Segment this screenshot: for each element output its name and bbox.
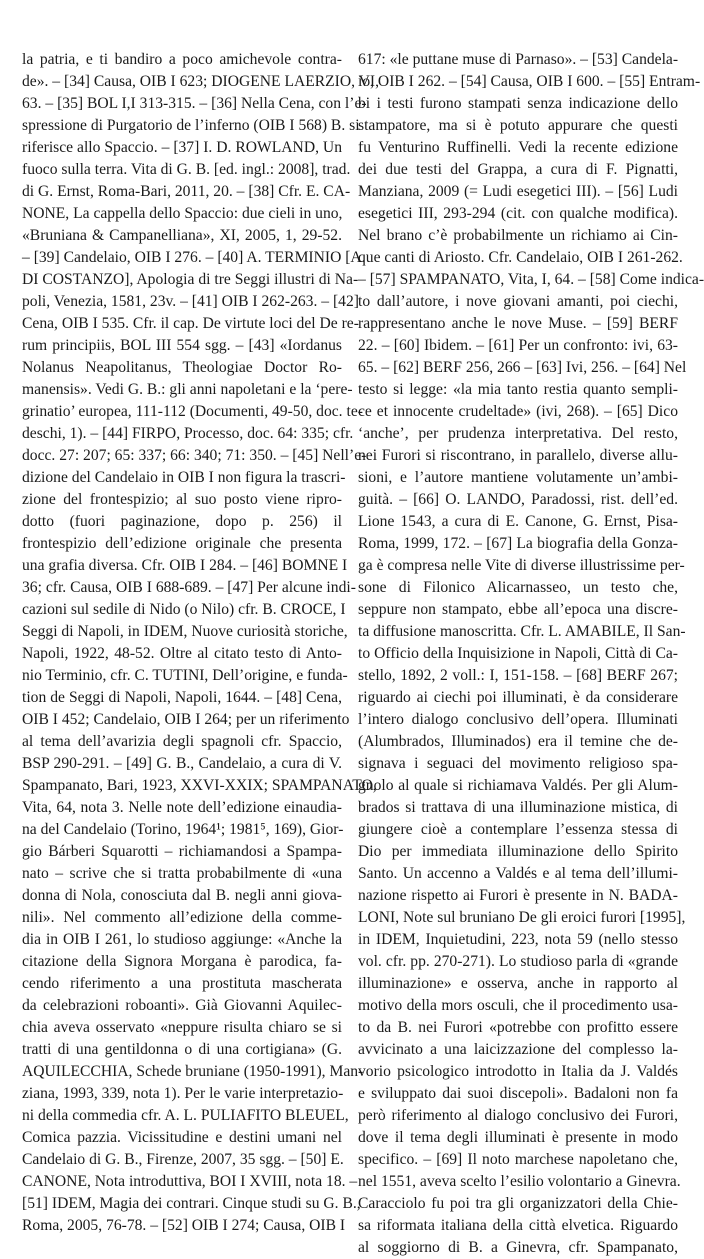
left-column-notes [22, 49, 380, 1237]
left-column-line: 36; cfr. Causa, OIB I 688-689. – [47] Per alcune indi- [22, 579, 356, 596]
right-column-line: fu Venturino Ruffinelli. Vedi la recente edizione [358, 139, 678, 156]
left-column-line: la patria, e ti bandiro a poco amichevole contra- [22, 51, 342, 68]
right-column-line: e sviluppato dai suoi discepoli». Badaloni non fa [358, 1085, 678, 1102]
right-column-line: motivo della mors osculi, che il procedimento usa- [358, 997, 678, 1014]
right-column-line: Dio per immediata illuminazione dello Spirito [358, 843, 678, 860]
right-column-line: 65. – [62] BERF 256, 266 – [63] Ivi, 256. – [64] Nel [358, 359, 687, 376]
right-column-line: vol. cfr. pp. 270-271). Lo studioso parla di «grande [358, 953, 678, 970]
left-column-line: NONE, La cappella dello Spaccio: due cieli in uno, [22, 205, 343, 222]
right-column-line: ce et innocente crudeltade» (ivi, 268). – [65] Dico [358, 403, 678, 420]
right-column-line: esegetici III, 293-294 (cit. con qualche modifica). [358, 205, 678, 222]
right-column-notes [358, 49, 704, 1259]
left-column-line: Napoli, 1922, 48-52. Oltre al citato testo di Anto- [22, 645, 342, 662]
left-column-line: ni della commedia cfr. A. L. PULIAFITO BLEUEL, [22, 1107, 349, 1124]
left-column-line: – [39] Candelaio, OIB I 276. – [40] A. TERMINIO [A. [22, 249, 366, 266]
right-column-line: ‘anche’, per prudenza interpretativa. Del resto, [358, 425, 678, 442]
left-column-line: CANONE, Nota introduttiva, BOI I XVIII, nota 18. – [22, 1173, 358, 1190]
right-column-line: 617: «le puttane muse di Parnaso». – [53] Candela- [358, 51, 679, 68]
left-column-line: DI COSTANZO], Apologia di tre Seggi illustri di Na- [22, 271, 359, 288]
right-column-line: ta diffusione manoscritta. Cfr. L. AMABILE, Il San- [358, 623, 686, 640]
right-column-line: ga è compresa nelle Vite di diverse illustrissime per- [358, 557, 685, 574]
left-column-line: Seggi di Napoli, in IDEM, Nuove curiosità storiche, [22, 623, 348, 640]
right-column-line: giungere cioè a contemplare l’essenza stessa di [358, 821, 678, 838]
right-column-line: sa riformata italiana della città elvetica. Riguardo [358, 1217, 678, 1234]
left-column-line: dotto (fuori paginazione, dopo p. 256) il [22, 513, 342, 530]
right-column-line: Caracciolo fu poi tra gli organizzatori della Chie- [358, 1195, 678, 1212]
left-column-line: una grafia diversa. Cfr. OIB I 284. – [46] BOMNE I [22, 557, 348, 574]
right-column-line: LONI, Note sul bruniano De gli eroici furori [1995], [358, 909, 686, 926]
left-column-line: deschi, 1). – [44] FIRPO, Processo, doc. 64: 335; cfr. [22, 425, 354, 442]
right-column-line: testo si legge: «la mia tanto restia quanto sempli- [358, 381, 678, 398]
left-column-line: docc. 27: 207; 65: 337; 66: 340; 71: 350. – [45] Nell’e- [22, 447, 367, 464]
left-column-line: Candelaio di G. B., Firenze, 2007, 35 sgg. – [50] E. [22, 1151, 344, 1168]
right-column-line: to da B. nei Furori «potrebbe con profitto essere [358, 1019, 678, 1036]
right-column-line: Roma, 1999, 172. – [67] La biografia della Gonza- [358, 535, 678, 552]
left-column-line: spressione di Purgatorio de l’inferno (OIB I 568) B. si [22, 117, 360, 134]
left-column-line: frontespizio dell’edizione originale che presenta [22, 535, 342, 552]
left-column-line: chia aveva osservato «neppure risulta chiaro se si [22, 1019, 342, 1036]
right-column-line: nel 1551, aveva scelto l’esilio volontario a Ginevra. [358, 1173, 681, 1190]
right-column-line: Lione 1543, a cura di E. Canone, G. Ernst, Pisa- [358, 513, 678, 530]
left-column-line: OIB I 452; Candelaio, OIB I 264; per un riferimento [22, 711, 350, 728]
right-column-line: guità. – [66] O. LANDO, Paradossi, rist. dell’ed. [358, 491, 678, 508]
left-column-line: al tema dell’avarizia degli spagnoli cfr. Spaccio, [22, 733, 342, 750]
left-column-line: tratti di una gentildonna o di una cortigiana» (G. [22, 1041, 342, 1058]
left-column-line: zione del frontespizio; al suo posto viene ripro- [22, 491, 342, 508]
right-column-line: bi i testi furono stampati senza indicazione dello [358, 95, 678, 112]
right-column-line: nei Furori si riscontrano, in parallelo, diverse allu- [358, 447, 678, 464]
left-column-line: fuoco sulla terra. Vita di G. B. [ed. ingl.: 2008], trad. [22, 161, 351, 178]
right-column-line: Manziana, 2009 (= Ludi esegetici III). – [56] Ludi [358, 183, 678, 200]
right-column-line: vorio psicologico introdotto in Italia da J. Valdés [358, 1063, 678, 1080]
right-column-line: stello, 1892, 2 voll.: I, 151-158. – [68] BERF 267; [358, 667, 678, 684]
right-column-line: avvicinato a una laicizzazione del complesso la- [358, 1041, 678, 1058]
left-column-line: de». – [34] Causa, OIB I 623; DIOGENE LAERZIO, VI, [22, 73, 380, 90]
left-column-line: dizione del Candelaio in OIB I non figura la trascri- [22, 469, 346, 486]
left-column-line: rum principiis, BOL III 554 sgg. – [43] «Iordanus [22, 337, 342, 354]
left-column-line: gio Bárberi Squarotti – richiamandosi a Spampa- [22, 843, 342, 860]
left-column-line: Vita, 64, nota 3. Nelle note dell’edizione einaudia- [22, 799, 342, 816]
left-column-line: na del Candelaio (Torino, 1964¹; 1981⁵, 169), Gior- [22, 821, 344, 838]
left-column-line: nili». Nel commento all’edizione della comme- [22, 909, 342, 926]
right-column-line: – [57] SPAMPANATO, Vita, I, 64. – [58] Come indica- [358, 271, 704, 288]
left-column-line: 63. – [35] BOL I,I 313-315. – [36] Nella Cena, con l’e- [22, 95, 367, 112]
left-column-line: Roma, 2005, 76-78. – [52] OIB I 274; Causa, OIB I [22, 1217, 346, 1234]
left-column-line: BSP 290-291. – [49] G. B., Candelaio, a cura di V. [22, 755, 342, 772]
right-column-line: io, OIB I 262. – [54] Causa, OIB I 600. – [55] Entram- [358, 73, 701, 90]
right-column-line: l’intero dialogo conclusivo dell’opera. Illuminati [358, 711, 678, 728]
right-column-line: Santo. Un accenno a Valdés e al tema dell’illumi- [358, 865, 678, 882]
right-column-line: in IDEM, Inquietudini, 223, nota 59 (nello stesso [358, 931, 678, 948]
right-column-line: que canti di Ariosto. Cfr. Candelaio, OIB I 261-262. [358, 249, 683, 266]
right-column-line: riguardo ai ciechi poi illuminati, è da considerare [358, 689, 678, 706]
right-column-line: dove il tema degli illuminati è presente in modo [358, 1129, 678, 1146]
right-column-line: rappresentano anche le nove Muse. – [59] BERF [358, 315, 678, 332]
left-column-line: tion de Seggi di Napoli, Napoli, 1644. – [48] Cena, [22, 689, 342, 706]
left-column-line: di G. Ernst, Roma-Bari, 2011, 20. – [38] Cfr. E. CA- [22, 183, 351, 200]
right-column-line: dei due testi del Grappa, a cura di F. Pignatti, [358, 161, 678, 178]
left-column-line: grinatio’ europea, 111-112 (Documenti, 49-50, doc. te- [22, 403, 363, 420]
left-column-line: [51] IDEM, Magia dei contrari. Cinque studi su G. B., [22, 1195, 361, 1212]
left-column-line: Cena, OIB I 535. Cfr. il cap. De virtute loci del De re- [22, 315, 359, 332]
right-column-line: al soggiorno di B. a Ginevra, cfr. Spampanato, [358, 1239, 678, 1256]
right-column-line: sioni, e l’autore mantiene volutamente un’ambi- [358, 469, 678, 486]
left-column-line: AQUILECCHIA, Schede bruniane (1950-1991), Man- [22, 1063, 364, 1080]
left-column-line: cazioni sul sedile di Nido (o Nilo) cfr. B. CROCE, I [22, 601, 346, 618]
left-column-line: citazione della Signora Morgana è parodica, fa- [22, 953, 342, 970]
left-column-line: cendo riferimento a una prostituta mascherata [22, 975, 342, 992]
left-column-line: «Bruniana & Campanelliana», XI, 2005, 1, 29-52. [22, 227, 342, 244]
right-column-line: sone di Filonico Alicarnasseo, un testo che, [358, 579, 678, 596]
right-column-line: gnolo al quale si richiamava Valdés. Per gli Alum- [358, 777, 678, 794]
right-column-line: illuminazione» e osserva, anche in rapporto al [358, 975, 678, 992]
right-column-line: però riferimento al dialogo conclusivo dei Furori, [358, 1107, 678, 1124]
left-column-line: Comica pazzia. Vicissitudine e destini umani nel [22, 1129, 342, 1146]
left-column-line: Spampanato, Bari, 1923, XXVI-XXIX; SPAMPANATO, [22, 777, 377, 794]
right-column-line: Nel brano c’è probabilmente un richiamo ai Cin- [358, 227, 678, 244]
left-column-line: manensis». Vedi G. B.: gli anni napoletani e la ‘pere- [22, 381, 353, 398]
left-column-line: donna di Nola, conosciuta dal B. negli anni giova- [22, 887, 342, 904]
right-column-line: 22. – [60] Ibidem. – [61] Per un confronto: ivi, 63- [358, 337, 678, 354]
right-column-line: to dall’autore, i nove giovani amanti, poi ciechi, [358, 293, 678, 310]
right-column-line: brados si trattava di una illuminazione mistica, di [358, 799, 678, 816]
right-column-line: nazione rispetto ai Furori è presente in N. BADA- [358, 887, 678, 904]
left-column-line: poli, Venezia, 1581, 23v. – [41] OIB I 262-263. – [42] [22, 293, 359, 310]
left-column-line: dia in OIB I 261, lo studioso aggiunge: «Anche la [22, 931, 342, 948]
book-page [22, 49, 704, 1256]
left-column-line: ziana, 1993, 339, nota 1). Per le varie interpretazio- [22, 1085, 344, 1102]
left-column-line: nato – scrive che si tratta probabilmente di «una [22, 865, 342, 882]
right-column-line: stampatore, ma si è potuto appurare che questi [358, 117, 678, 134]
left-column-line: riferisce allo Spaccio. – [37] I. D. ROWLAND, Un [22, 139, 342, 156]
right-column-line: (Alumbrados, Illuminados) era il temine che de- [358, 733, 678, 750]
right-column-line: seppure non stampato, ebbe all’epoca una discre- [358, 601, 678, 618]
right-column-line: specifico. – [69] Il noto marchese napoletano che, [358, 1151, 678, 1168]
left-column-line: nio Terminio, cfr. C. TUTINI, Dell’origine, e funda- [22, 667, 348, 684]
left-column-line: da celebrazioni roboanti». Già Giovanni Aquilec- [22, 997, 342, 1014]
right-column-line: to Officio della Inquisizione in Napoli, Città di Ca- [358, 645, 678, 662]
left-column-line: Nolanus Neapolitanus, Theologiae Doctor Ro- [22, 359, 342, 376]
right-column-line: signava i seguaci del movimento religioso spa- [358, 755, 678, 772]
